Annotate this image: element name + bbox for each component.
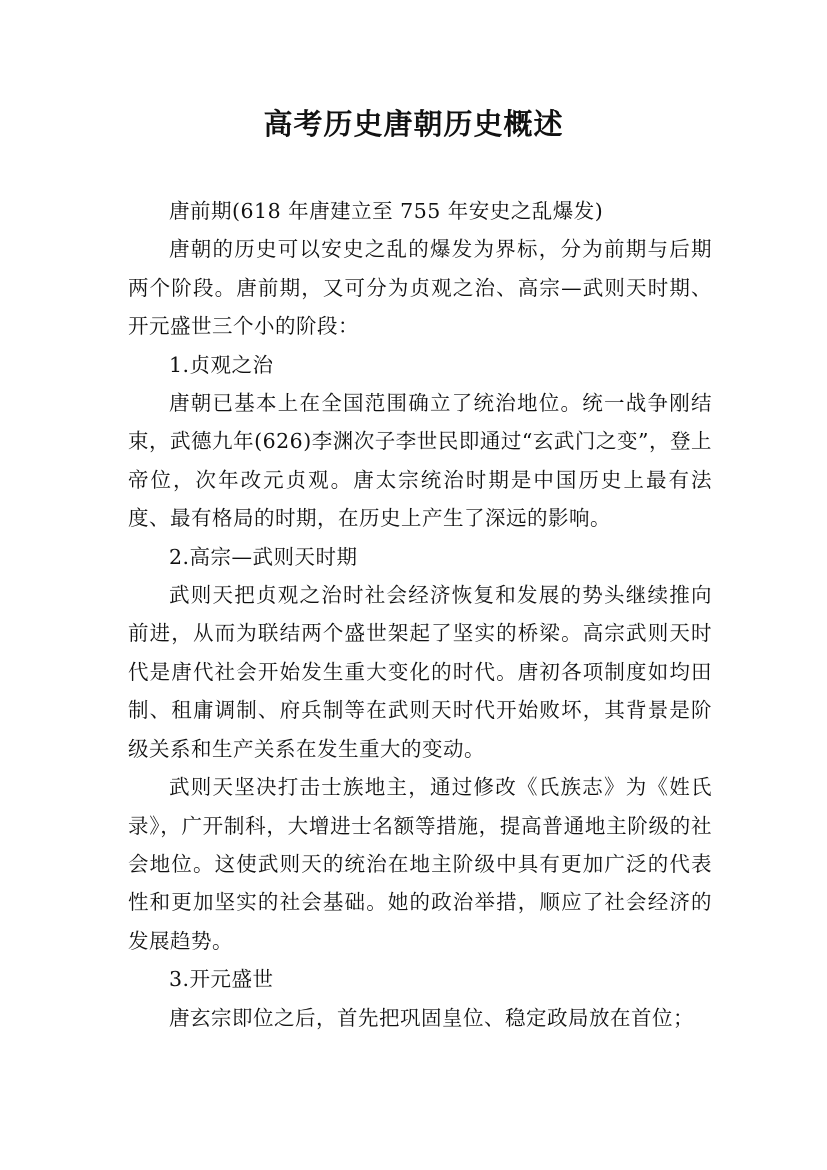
document-body — [128, 192, 712, 1037]
paragraph-zhenguan: 唐朝已基本上在全国范围确立了统治地位。统一战争刚结束，武德九年(626)李渊次子李世民即通过“玄武门之变”，登上帝位，次年改元贞观。唐太宗统治时期是中国历史上最有法度、最有格局的时期，在历史上产生了深远的影响。 — [128, 391, 712, 531]
section-heading-zhenguan: 1.贞观之治 — [169, 352, 274, 377]
paragraph-wuzetian-2: 武则天坚决打击士族地主，通过修改《氏族志》为《姓氏录》，广开制科，大增进士名额等措施，提高普通地主阶级的社会地位。这使武则天的统治在地主阶级中具有更加广泛的代表性和更加坚实的社会基础。她的政治举措，顺应了社会经济的发展趋势。 — [128, 775, 712, 953]
document-title: 高考历史唐朝历史概述 — [263, 107, 564, 141]
paragraph-overview: 唐朝的历史可以安史之乱的爆发为界标，分为前期与后期两个阶段。唐前期，又可分为贞观之治、高宗—武则天时期、开元盛世三个小的阶段： — [128, 237, 712, 339]
section-heading-gaozong-wuzetian: 2.高宗—武则天时期 — [169, 544, 358, 569]
section-heading-kaiyuan: 3.开元盛世 — [169, 967, 274, 992]
paragraph-period-intro: 唐前期(618 年唐建立至 755 年安史之乱爆发) — [169, 199, 604, 223]
paragraph-wuzetian-1: 武则天把贞观之治时社会经济恢复和发展的势头继续推向前进，从而为联结两个盛世架起了坚实的桥梁。高宗武则天时代是唐代社会开始发生重大变化的时代。唐初各项制度如均田制、租庸调制、府兵制等在武则天时代开始败坏，其背景是阶级关系和生产关系在发生重大的变动。 — [128, 583, 712, 761]
paragraph-kaiyuan: 唐玄宗即位之后，首先把巩固皇位、稳定政局放在首位； — [169, 1005, 694, 1030]
